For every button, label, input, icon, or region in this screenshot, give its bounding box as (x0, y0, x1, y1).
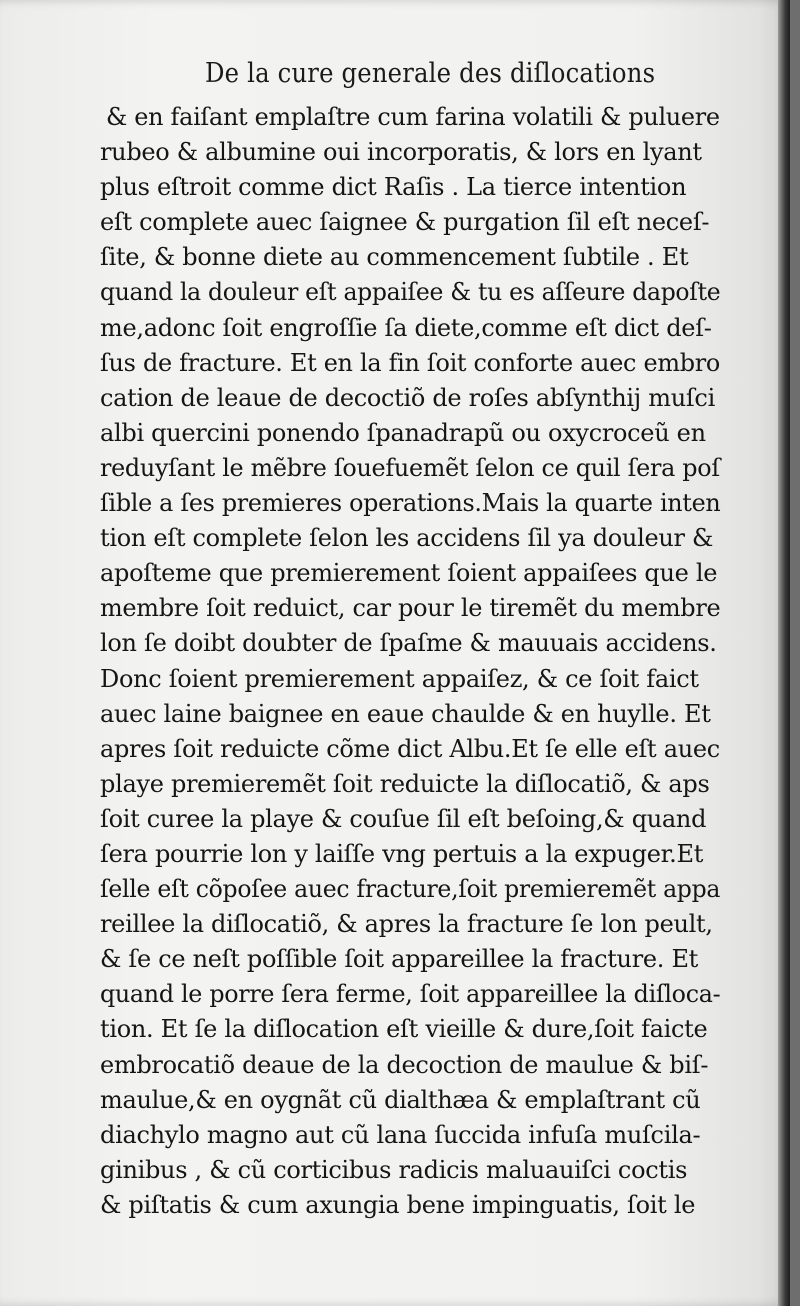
text-line: membre ſoit reduict, car pour le tiremẽt du membre (100, 594, 721, 623)
text-line: ſoit curee la playe & couſue ſil eſt beſoing,& quand (100, 804, 707, 833)
text-line: & piſtatis & cum axungia bene impinguatis, ſoit le (100, 1190, 696, 1219)
body-text (100, 100, 720, 1223)
text-line: ſus de fracture. Et en la fin ſoit conforte auec embro (100, 348, 720, 377)
text-line: me,adonc ſoit engroſſie ſa diete,comme eſt dict deſ- (100, 313, 712, 342)
text-line: reillee la diſlocatiõ, & apres la fracture ſe lon peult, (100, 910, 713, 939)
text-line: ſite, & bonne diete au commencement ſubtile . Et (100, 243, 689, 272)
text-line: tion eſt complete ſelon les accidens ſil ya douleur & (100, 524, 714, 553)
text-line: embrocatiõ deaue de la decoction de maulue & biſ- (100, 1050, 709, 1079)
text-line: & ſe ce neſt poſſible ſoit appareillee la fracture. Et (100, 945, 699, 974)
text-line: ſible a ſes premieres operations.Mais la quarte inten (100, 489, 721, 518)
text-line: tion. Et ſe la diſlocation eſt vieille & dure,ſoit faicte (100, 1015, 708, 1044)
text-line: apoſteme que premierement ſoient appaiſees que le (100, 559, 718, 588)
text-line: Donc ſoient premierement appaiſez, & ce ſoit faict (100, 664, 699, 693)
running-head: De la cure generale des diſlocations (205, 58, 656, 89)
page-edge-shadow (778, 0, 790, 1306)
text-line: apres ſoit reduicte cõme dict Albu.Et ſe elle eſt auec (100, 734, 720, 763)
text-line: quand la douleur eſt appaiſee & tu es aſſeure dapoſte (100, 278, 721, 307)
text-line: albi quercini ponendo ſpanadrapũ ou oxycroceũ en (100, 418, 706, 447)
text-line: & en faiſant emplaſtre cum farina volatili & puluere (105, 103, 720, 131)
text-line: eſt complete auec ſaignee & purgation ſil eſt neceſ- (100, 208, 710, 237)
text-line: ginibus , & cũ corticibus radicis maluauiſci coctis (100, 1155, 688, 1184)
text-line: rubeo & albumine oui incorporatis, & lors en lyant (100, 138, 702, 167)
text-line: cation de leaue de decoctiõ de roſes abſynthij muſci (100, 383, 715, 412)
text-line: plus eſtroit comme dict Raſis . La tierce intention (100, 173, 687, 202)
text-line: maulue,& en oygnãt cũ dialthæa & emplaſtrant cũ (100, 1085, 701, 1114)
text-line: quand le porre ſera ferme, ſoit appareillee la diſloca- (100, 980, 721, 1009)
text-line: ſera pourrie lon y laiſſe vng pertuis a la expuger.Et (100, 839, 704, 868)
text-line: lon ſe doibt doubter de ſpaſme & mauuais accidens. (100, 629, 717, 658)
text-line: diachylo magno aut cũ lana ſuccida infuſa muſcila- (100, 1120, 701, 1149)
text-line: ſelle eſt cõpoſee auec fracture,ſoit premieremẽt appa (100, 875, 721, 904)
text-line: reduyſant le mẽbre ſouefuemẽt ſelon ce quil ſera poſ (100, 453, 720, 482)
text-line: playe premieremẽt ſoit reduicte la diſlocatiõ, & aps (100, 769, 710, 798)
text-line: auec laine baignee en eaue chaulde & en huylle. Et (100, 699, 711, 728)
